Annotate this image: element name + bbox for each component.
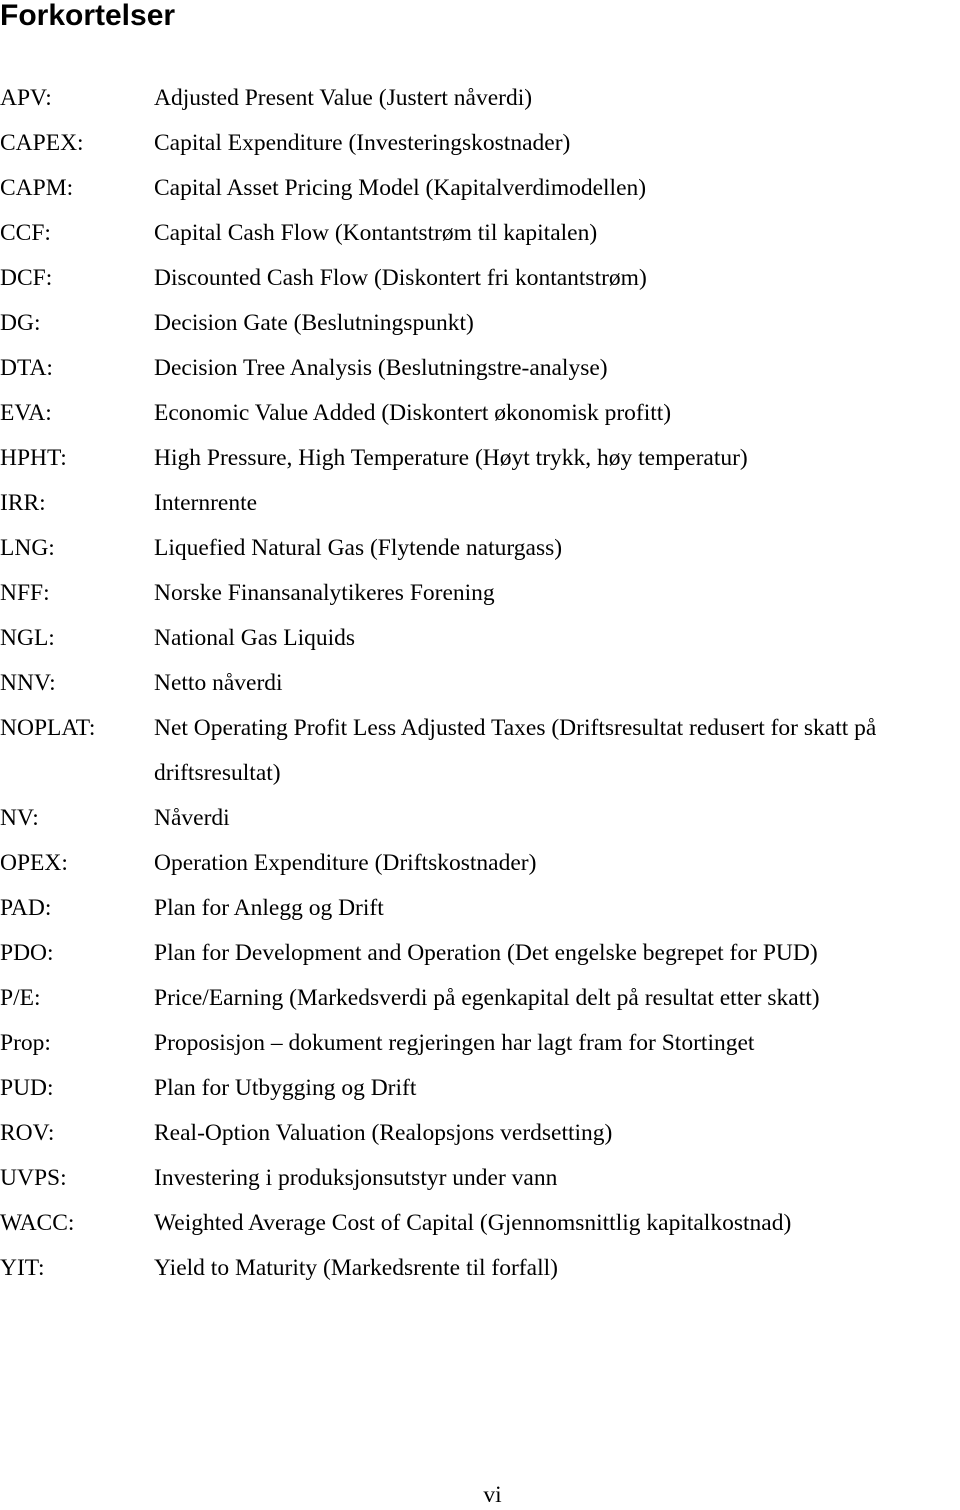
abbreviation-term: UVPS: — [0, 1165, 67, 1191]
abbreviation-row — [0, 211, 960, 256]
abbreviation-term: LNG: — [0, 535, 55, 561]
abbreviation-term: CCF: — [0, 220, 51, 246]
abbreviation-row — [0, 616, 960, 661]
abbreviation-term: Prop: — [0, 1030, 51, 1056]
abbreviation-row — [0, 976, 960, 1021]
abbreviation-row — [0, 481, 960, 526]
abbreviation-row — [0, 121, 960, 166]
abbreviation-definition: Plan for Utbygging og Drift — [154, 1075, 417, 1101]
abbreviation-row — [0, 166, 960, 211]
abbreviation-row — [0, 436, 960, 481]
abbreviation-definition: Plan for Development and Operation (Det engelske begrepet for PUD) — [154, 940, 818, 966]
abbreviation-list — [0, 76, 960, 1291]
abbreviation-term: PUD: — [0, 1075, 54, 1101]
abbreviation-row — [0, 931, 960, 976]
abbreviation-row — [0, 76, 960, 121]
abbreviation-row — [0, 796, 960, 841]
abbreviation-term: NOPLAT: — [0, 715, 96, 741]
abbreviation-term: OPEX: — [0, 850, 68, 876]
abbreviation-definition: Capital Expenditure (Investeringskostnader) — [154, 130, 571, 156]
abbreviation-term: YIT: — [0, 1255, 45, 1281]
abbreviation-definition: Economic Value Added (Diskontert økonomisk profitt) — [154, 400, 672, 426]
abbreviation-definition: Capital Asset Pricing Model (Kapitalverdimodellen) — [154, 175, 647, 201]
abbreviation-term: CAPM: — [0, 175, 74, 201]
abbreviation-row — [0, 256, 960, 301]
abbreviation-definition: Decision Tree Analysis (Beslutningstre-analyse) — [154, 355, 608, 381]
abbreviation-term: EVA: — [0, 400, 52, 426]
abbreviation-row — [0, 1246, 960, 1291]
abbreviation-definition: Price/Earning (Markedsverdi på egenkapital delt på resultat etter skatt) — [154, 985, 820, 1011]
abbreviation-definition: Discounted Cash Flow (Diskontert fri kontantstrøm) — [154, 265, 647, 291]
abbreviation-row — [0, 301, 960, 346]
abbreviation-term: PAD: — [0, 895, 52, 921]
abbreviation-definition: Yield to Maturity (Markedsrente til forfall) — [154, 1255, 558, 1281]
abbreviation-row — [0, 391, 960, 436]
page-number: vi — [483, 1482, 502, 1508]
abbreviation-definition: Internrente — [154, 490, 258, 516]
page-title: Forkortelser — [0, 0, 176, 32]
abbreviation-term: NV: — [0, 805, 39, 831]
abbreviation-definition: National Gas Liquids — [154, 625, 356, 651]
abbreviation-term: DTA: — [0, 355, 53, 381]
abbreviation-term: NFF: — [0, 580, 50, 606]
abbreviation-row — [0, 886, 960, 931]
abbreviation-row — [0, 706, 960, 796]
abbreviation-row — [0, 1111, 960, 1156]
abbreviation-definition: Proposisjon – dokument regjeringen har lagt fram for Stortinget — [154, 1030, 755, 1056]
abbreviation-term: PDO: — [0, 940, 54, 966]
abbreviation-row — [0, 841, 960, 886]
abbreviation-term: WACC: — [0, 1210, 75, 1236]
abbreviation-term: NGL: — [0, 625, 55, 651]
abbreviation-term: P/E: — [0, 985, 41, 1011]
abbreviation-row — [0, 661, 960, 706]
abbreviation-row — [0, 1201, 960, 1246]
abbreviation-term: ROV: — [0, 1120, 55, 1146]
abbreviation-definition: Liquefied Natural Gas (Flytende naturgass) — [154, 535, 563, 561]
abbreviation-definition: Netto nåverdi — [154, 670, 283, 696]
abbreviation-row — [0, 346, 960, 391]
abbreviation-term: DG: — [0, 310, 41, 336]
abbreviation-definition: Weighted Average Cost of Capital (Gjennomsnittlig kapitalkostnad) — [154, 1210, 792, 1236]
abbreviation-definition: Norske Finansanalytikeres Forening — [154, 580, 495, 606]
abbreviation-row — [0, 1066, 960, 1111]
abbreviation-definition: Decision Gate (Beslutningspunkt) — [154, 310, 474, 336]
abbreviation-row — [0, 526, 960, 571]
abbreviation-term: APV: — [0, 85, 52, 111]
abbreviation-term: IRR: — [0, 490, 46, 516]
abbreviation-term: HPHT: — [0, 445, 67, 471]
abbreviation-definition: Net Operating Profit Less Adjusted Taxes (Driftsresultat redusert for skatt på driftsresultat) — [154, 715, 877, 786]
abbreviation-row — [0, 571, 960, 616]
abbreviation-row — [0, 1156, 960, 1201]
abbreviation-definition: Investering i produksjonsutstyr under vann — [154, 1165, 558, 1191]
abbreviation-definition: Plan for Anlegg og Drift — [154, 895, 384, 921]
abbreviation-row — [0, 1021, 960, 1066]
abbreviation-definition: Adjusted Present Value (Justert nåverdi) — [154, 85, 533, 111]
abbreviation-definition: Real-Option Valuation (Realopsjons verdsetting) — [154, 1120, 613, 1146]
abbreviation-term: NNV: — [0, 670, 56, 696]
abbreviation-term: DCF: — [0, 265, 53, 291]
abbreviation-term: CAPEX: — [0, 130, 84, 156]
abbreviation-definition: Operation Expenditure (Driftskostnader) — [154, 850, 537, 876]
abbreviation-definition: High Pressure, High Temperature (Høyt trykk, høy temperatur) — [154, 445, 748, 471]
abbreviation-definition: Capital Cash Flow (Kontantstrøm til kapitalen) — [154, 220, 598, 246]
abbreviation-definition: Nåverdi — [154, 805, 230, 831]
